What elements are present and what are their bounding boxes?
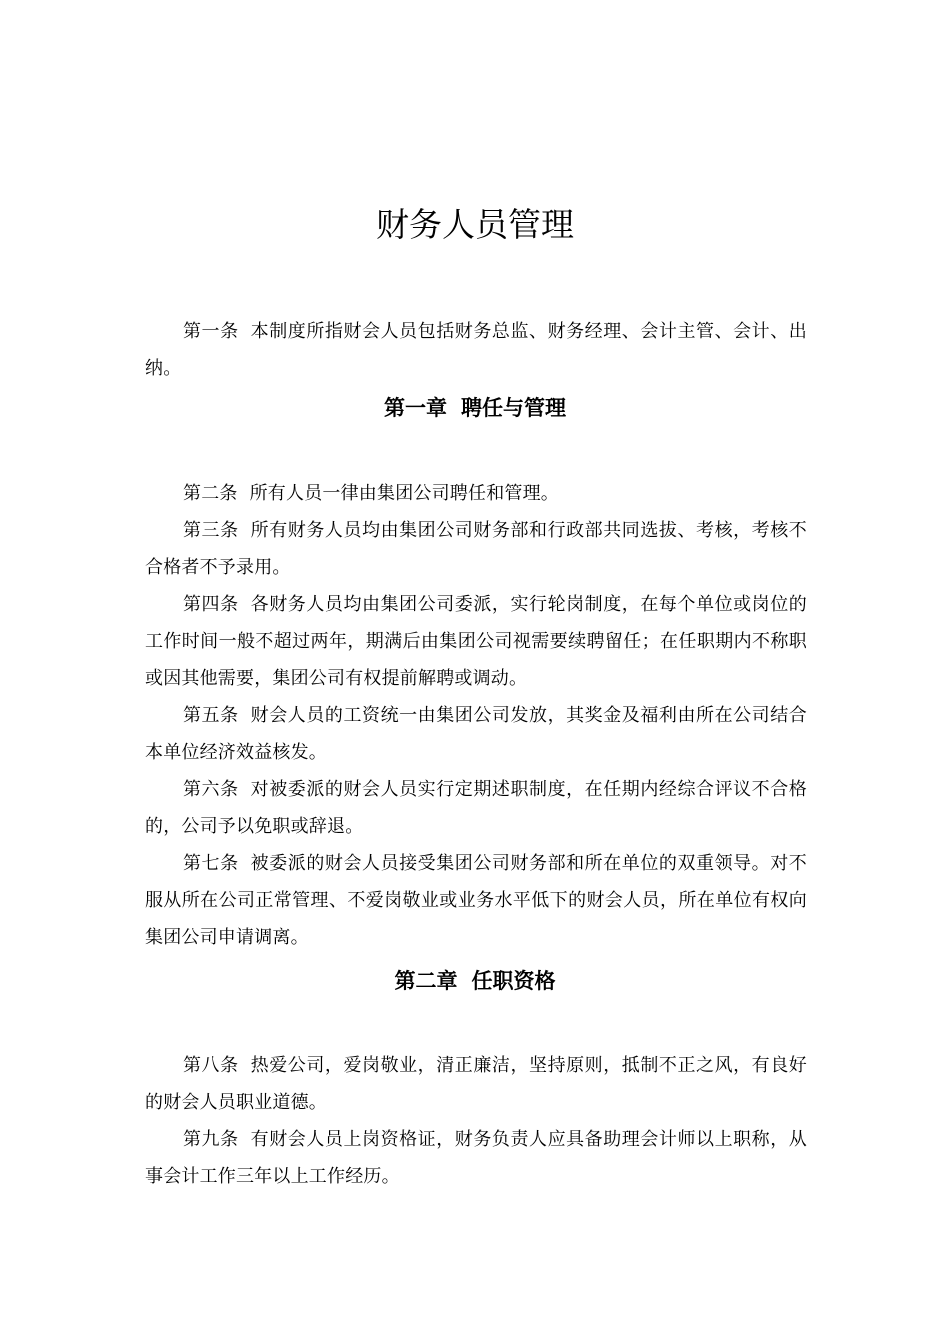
article-number: 第四条 (183, 594, 239, 615)
article-text: 所有财务人员均由集团公司财务部和行政部共同选拔、考核，考核不合格者不予录用。 (145, 520, 807, 578)
article-9 (145, 1121, 807, 1195)
article-text: 对被委派的财会人员实行定期述职制度，在任期内经综合评议不合格的，公司予以免职或辞退。 (145, 779, 807, 837)
article-number: 第六条 (183, 779, 239, 800)
article-text: 本制度所指财会人员包括财务总监、财务经理、会计主管、会计、出纳。 (145, 321, 807, 379)
article-6 (145, 771, 807, 845)
article-text: 各财务人员均由集团公司委派，实行轮岗制度，在每个单位或岗位的工作时间一般不超过两年，期满后由集团公司视需要续聘留任；在任职期内不称职或因其他需要，集团公司有权提前解聘或调动。 (145, 594, 807, 689)
document-title: 财务人员管理 (376, 205, 574, 244)
article-number: 第九条 (183, 1129, 239, 1150)
chapter-name: 聘任与管理 (461, 396, 566, 420)
chapter-number: 第一章 (384, 396, 447, 420)
article-text: 所有人员一律由集团公司聘任和管理。 (249, 483, 560, 504)
article-number: 第二条 (183, 483, 238, 504)
article-2 (145, 475, 807, 512)
article-paragraph (145, 313, 807, 387)
article-4 (145, 586, 807, 697)
article-7 (145, 845, 807, 956)
chapter-1-heading (0, 391, 950, 425)
article-1 (145, 313, 807, 387)
article-5 (145, 697, 807, 771)
article-number: 第三条 (183, 520, 239, 541)
article-number: 第一条 (183, 321, 239, 342)
article-number: 第八条 (183, 1055, 239, 1076)
chapter-1-articles (145, 475, 807, 956)
article-text: 被委派的财会人员接受集团公司财务部和所在单位的双重领导。对不服从所在公司正常管理、不爱岗敬业或业务水平低下的财会人员，所在单位有权向集团公司申请调离。 (145, 853, 807, 948)
chapter-number: 第二章 (394, 969, 458, 993)
chapter-2-heading (0, 964, 950, 998)
article-number: 第五条 (183, 705, 239, 726)
article-text: 有财会人员上岗资格证，财务负责人应具备助理会计师以上职称，从事会计工作三年以上工作经历。 (145, 1129, 807, 1187)
chapter-name: 任职资格 (471, 969, 556, 993)
article-text: 热爱公司，爱岗敬业，清正廉洁，坚持原则，抵制不正之风，有良好的财会人员职业道德。 (145, 1055, 807, 1113)
article-3 (145, 512, 807, 586)
article-number: 第七条 (183, 853, 239, 874)
article-8 (145, 1047, 807, 1121)
chapter-2-articles (145, 1047, 807, 1195)
article-text: 财会人员的工资统一由集团公司发放，其奖金及福利由所在公司结合本单位经济效益核发。 (145, 705, 807, 763)
